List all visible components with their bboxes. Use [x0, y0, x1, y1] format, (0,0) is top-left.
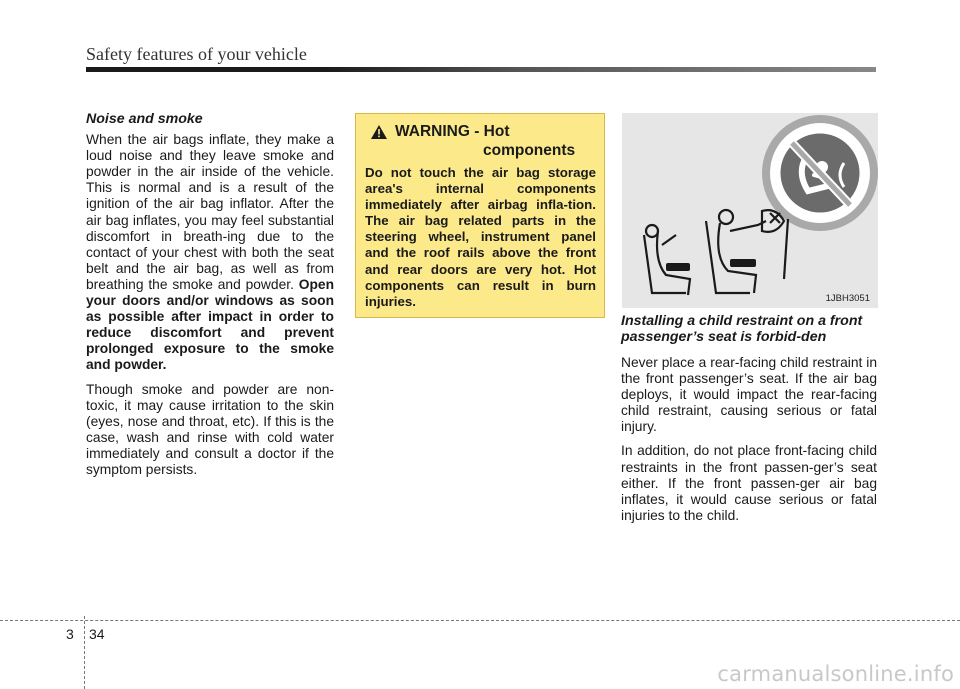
footer-vertical-rule: [84, 616, 85, 689]
watermark: carmanualsonline.info: [717, 662, 954, 686]
page-number: 34: [89, 626, 105, 642]
paragraph-rear-facing: Never place a rear-facing child restraint in the front passenger’s seat. If the air bag deploys, it would impact the rear-facing child restraint, causing serious or fatal injury.: [621, 355, 877, 435]
paragraph-front-facing: In addition, do not place front-facing child restraints in the front passen-ger’s seat either. If the front passen-ger air bag inflates, it would cause serious or fatal injuries to the child.: [621, 443, 877, 523]
section-heading-child-restraint: Installing a child restraint on a front passenger’s seat is forbid-den: [621, 313, 863, 345]
chapter-number: 3: [66, 626, 74, 642]
paragraph-bold-instruction: Open your doors and/or windows as soon as possible after impact in order to reduce discomfort and prevent prolonged exposure to the smoke and powder.: [86, 276, 334, 373]
header-rule: [86, 67, 876, 72]
section-heading-noise-and-smoke: Noise and smoke: [86, 111, 203, 127]
child-seat-airbag-illustration: [622, 113, 878, 308]
left-column: [86, 111, 334, 486]
child-seat-airbag-figure: [622, 113, 878, 308]
page-header-title: Safety features of your vehicle: [86, 44, 307, 64]
warning-text: Do not touch the air bag storage area's internal components immediately after airbag infla-tion. The air bag related parts in the steering wheel, instrument panel and the roof rails above the front and rear doors are very hot. Hot components can result in burn injuries.: [365, 165, 596, 309]
seat-occupant-illustration: [644, 210, 788, 295]
warning-triangle-icon: [371, 125, 387, 139]
paragraph-text: When the air bags inflate, they make a loud noise and they leave smoke and powder in the air inside of the vehicle. This is normal and is a result of the ignition of the air bag inflator. After the air bag inflates, you may feel substantial discomfort in breath-ing due to the contact of your chest with both the seat belt and the air bag, as well as from breathing the smoke and powder.: [86, 132, 334, 292]
right-column: [621, 313, 877, 532]
warning-box: [355, 113, 605, 318]
figure-code: 1JBH3051: [825, 293, 870, 304]
paragraph-airbag-inflation: [86, 132, 334, 373]
warning-title: [365, 122, 596, 160]
footer-rule: [0, 620, 960, 621]
warning-title-line1: WARNING - Hot: [395, 123, 510, 140]
warning-title-line2: components: [483, 142, 576, 159]
paragraph-smoke-irritation: Though smoke and powder are non-toxic, it may cause irritation to the skin (eyes, nose and throat, etc). If this is the case, wash and rinse with cold water immediately and consult a doctor if the symptom persists.: [86, 381, 334, 477]
